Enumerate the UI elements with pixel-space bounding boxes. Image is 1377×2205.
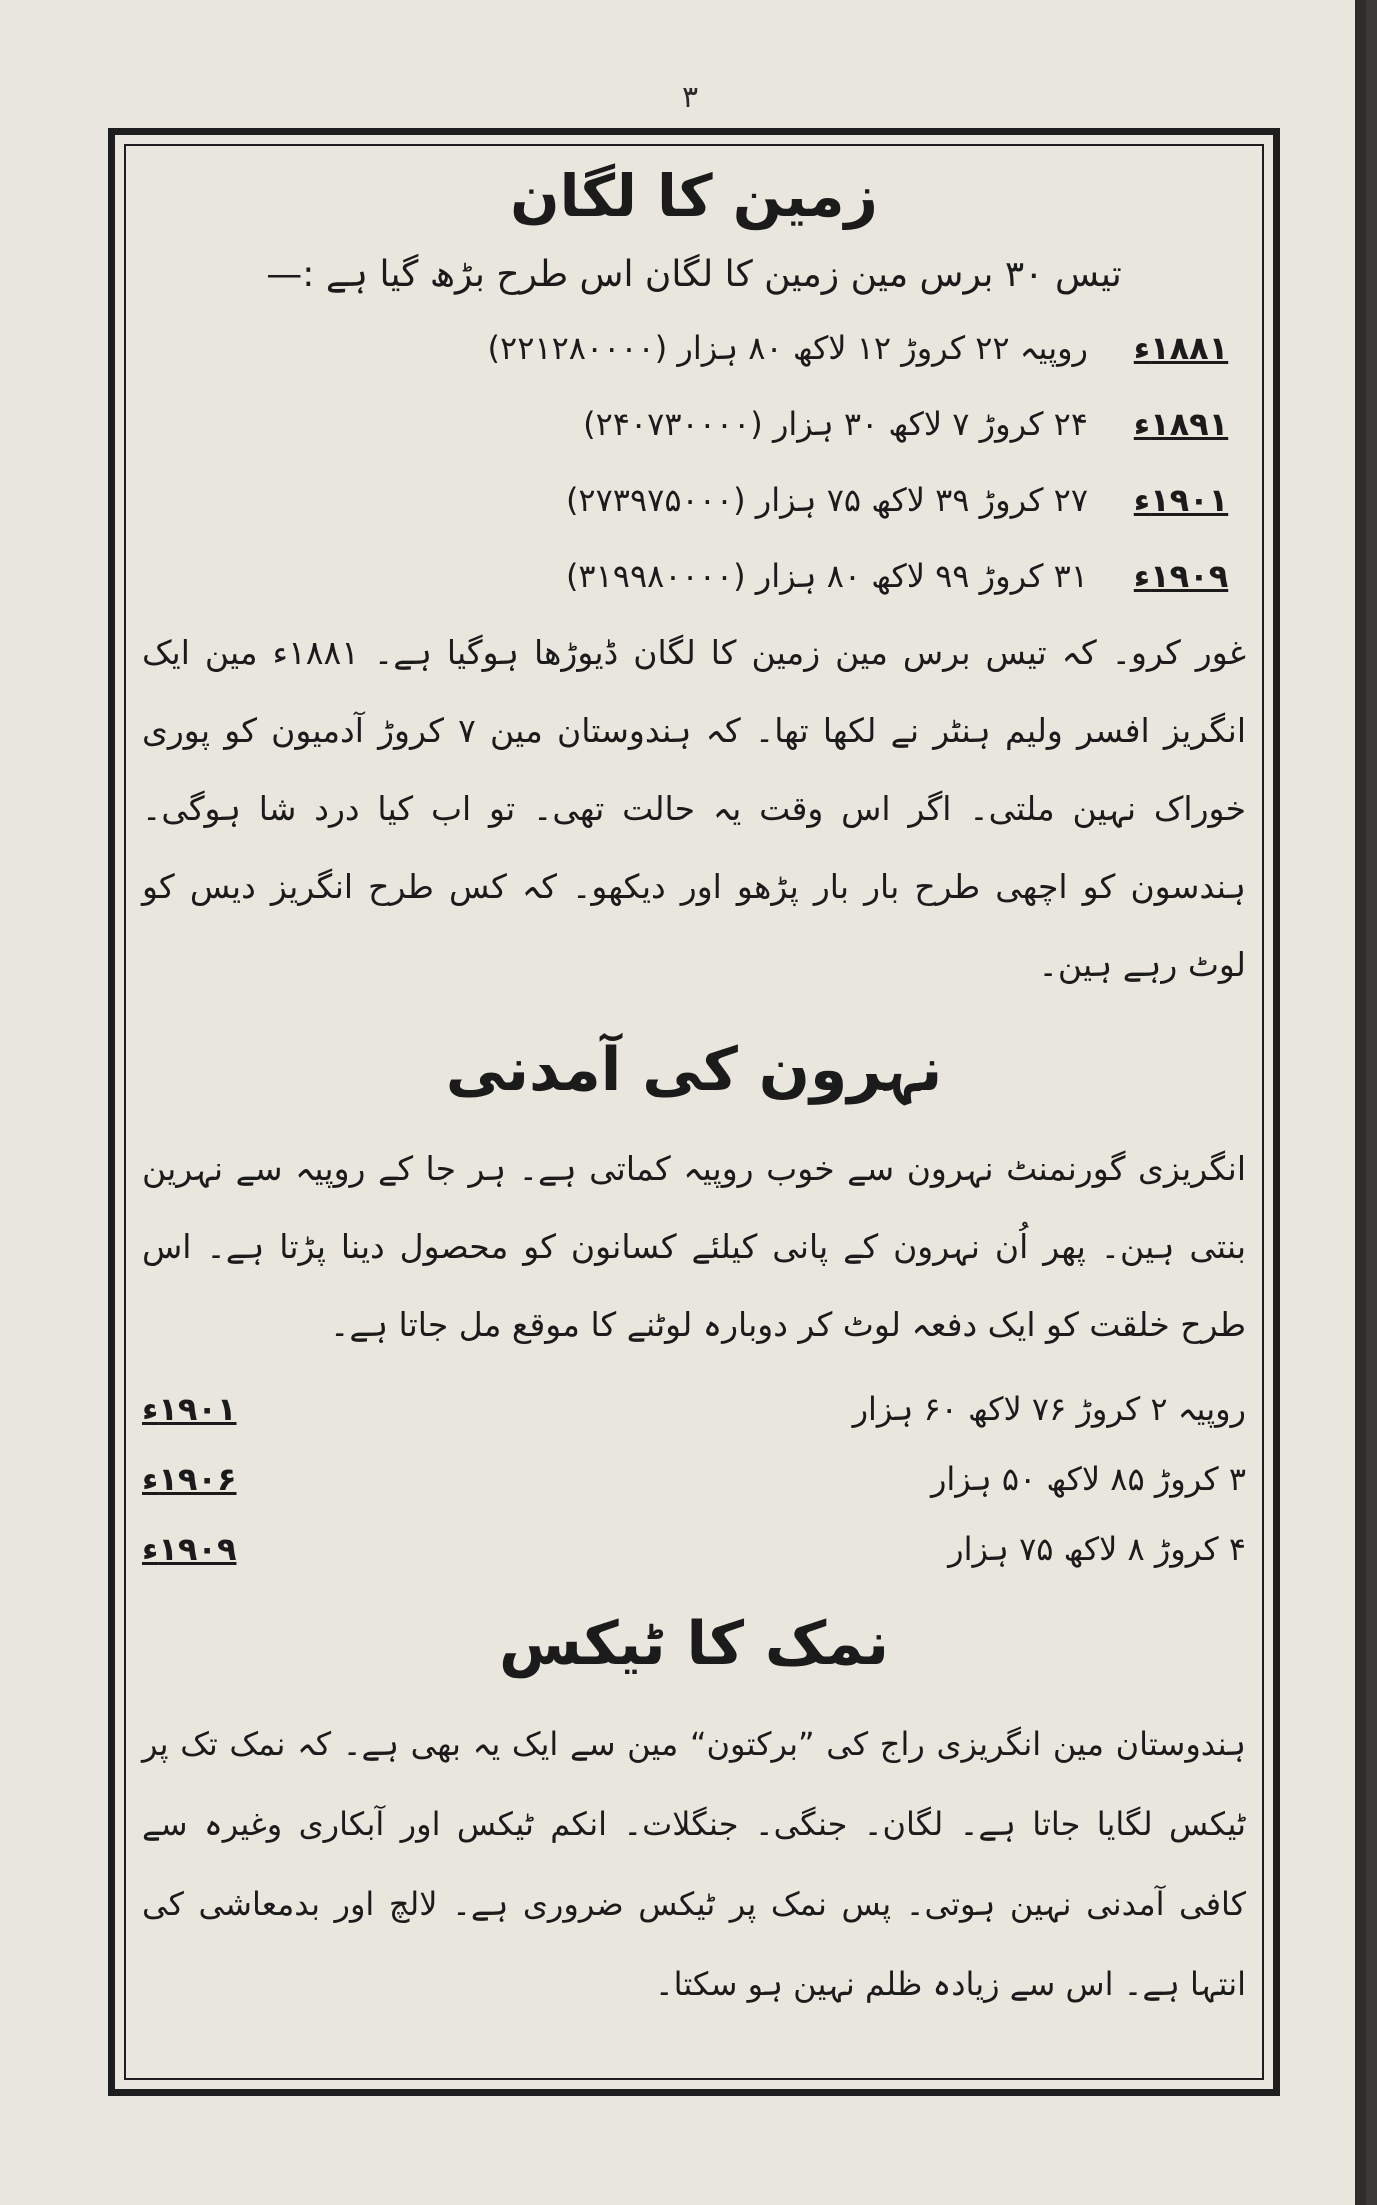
land-revenue-table xyxy=(142,310,1246,614)
land-revenue-row xyxy=(142,462,1246,538)
land-revenue-subtitle: تیس ۳۰ برس مین زمین کا لگان اس طرح بڑھ گیا ہے :— xyxy=(266,254,1122,295)
canal-income-paragraph: انگریزی گورنمنٹ نہرون سے خوب روپیہ کماتی ہے۔ ہر جا کے روپیہ سے نہرین بنتی ہین۔ پھر اُن نہرون کے پانی کیلئے کسانون کو محصول دینا پڑتا ہے۔ اس طرح خلقت کو ایک دفعہ لوٹ کر دوبارہ لوٹنے کا موقع مل جاتا ہے۔ xyxy=(142,1149,1246,1344)
land-revenue-section xyxy=(142,152,1246,1004)
amount-cell: روپیہ ۲۲ کروڑ ۱۲ لاکھ ۸۰ ہزار (۲۲۱۲۸۰۰۰۰) xyxy=(487,329,1088,367)
year-cell: ۱۹۰۹ء xyxy=(1133,557,1229,595)
canal-income-row xyxy=(142,1374,1246,1444)
year-cell: ۱۸۹۱ء xyxy=(1133,405,1229,443)
salt-tax-section xyxy=(142,1584,1246,2024)
land-revenue-row xyxy=(142,310,1246,386)
land-revenue-row xyxy=(142,538,1246,614)
page-number: ۳ xyxy=(681,80,699,115)
year-cell: ۱۹۰۶ء xyxy=(142,1460,237,1498)
amount-cell: روپیہ ۲ کروڑ ۷۶ لاکھ ۶۰ ہزار xyxy=(852,1390,1246,1428)
salt-tax-paragraph: ہندوستان مین انگریزی راج کی ”برکتون“ مین سے ایک یہ بھی ہے۔ کہ نمک تک پر ٹیکس لگایا جاتا ہے۔ لگان۔ جنگی۔ جنگلات۔ انکم ٹیکس اور آبکاری وغیرہ سے کافی آمدنی نہین ہوتی۔ پس نمک پر ٹیکس ضروری ہے۔ لالچ اور بدمعاشی کی انتہا ہے۔ اس سے زیادہ ظلم نہین ہو سکتا۔ xyxy=(142,1725,1246,2003)
salt-tax-title: نمک کا ٹیکس xyxy=(498,1609,890,1679)
land-revenue-title: زمین کا لگان xyxy=(510,162,878,230)
amount-cell: ۲۴ کروڑ ۷ لاکھ ۳۰ ہزار (۲۴۰۷۳۰۰۰۰) xyxy=(583,405,1088,443)
amount-cell: ۲۷ کروڑ ۳۹ لاکھ ۷۵ ہزار (۲۷۳۹۷۵۰۰۰) xyxy=(565,481,1088,519)
land-revenue-paragraph: غور کرو۔ کہ تیس برس مین زمین کا لگان ڈیوڑھا ہوگیا ہے۔ ۱۸۸۱ء مین ایک انگریز افسر ولیم ہنٹر نے لکھا تھا۔ کہ ہندوستان مین ۷ کروڑ آدمیون کو پوری خوراک نہین ملتی۔ اگر اس وقت یہ حالت تھی۔ تو اب کیا درد شا ہوگی۔ ہندسون کو اچھی طرح بار بار پڑھو اور دیکھو۔ کہ کس طرح انگریز دیس کو لوٹ رہے ہین۔ xyxy=(142,633,1247,984)
amount-cell: ۳ کروڑ ۸۵ لاکھ ۵۰ ہزار xyxy=(930,1460,1246,1498)
amount-cell: ۴ کروڑ ۸ لاکھ ۷۵ ہزار xyxy=(948,1530,1246,1568)
canal-income-row xyxy=(142,1514,1246,1584)
land-revenue-row xyxy=(142,386,1246,462)
canal-income-table xyxy=(142,1374,1246,1584)
page-content xyxy=(142,152,1246,2062)
year-cell: ۱۹۰۱ء xyxy=(1133,481,1229,519)
canal-income-row xyxy=(142,1444,1246,1514)
year-cell: ۱۹۰۹ء xyxy=(142,1530,237,1568)
canal-income-title: نہرون کی آمدنی xyxy=(445,1035,943,1105)
book-spine-edge xyxy=(1355,0,1366,2205)
year-cell: ۱۸۸۱ء xyxy=(1133,329,1229,367)
canal-income-section xyxy=(142,1010,1246,1584)
year-cell: ۱۹۰۱ء xyxy=(142,1390,237,1428)
amount-cell: ۳۱ کروڑ ۹۹ لاکھ ۸۰ ہزار (۳۱۹۹۸۰۰۰۰) xyxy=(565,557,1088,595)
